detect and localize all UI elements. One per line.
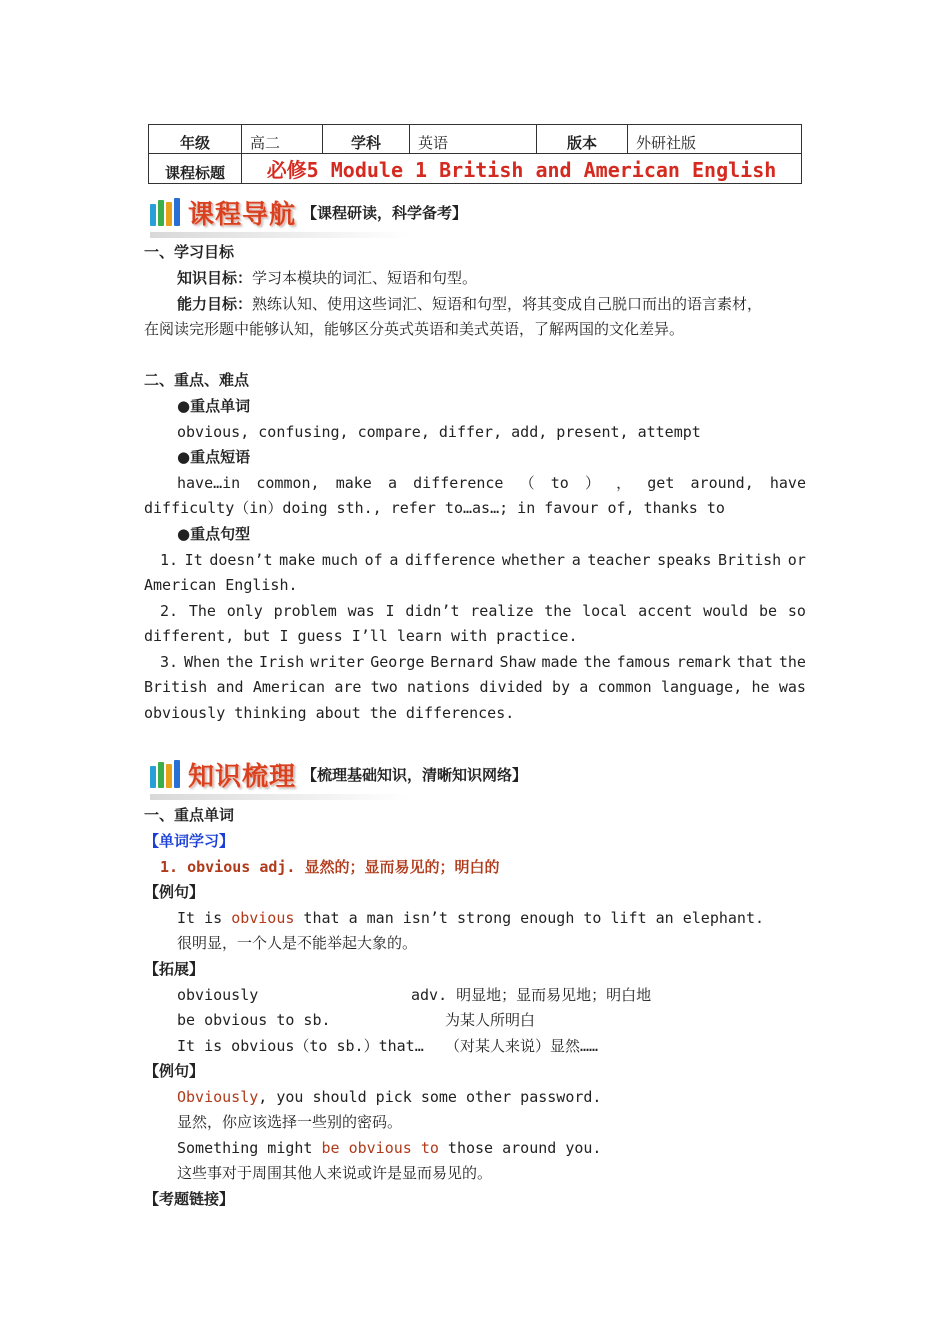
word-token: the xyxy=(226,653,254,671)
edition-label: 版本 xyxy=(537,125,628,154)
expansion-2-def: 为某人所明白 xyxy=(445,1011,536,1029)
word-token: doesn’t xyxy=(209,551,273,569)
word-token: the xyxy=(544,602,572,620)
word-token: divided xyxy=(479,678,543,696)
word-token: much xyxy=(321,551,359,569)
word-token: It xyxy=(184,551,203,569)
word-token: a xyxy=(387,474,398,492)
word-token: he xyxy=(751,678,770,696)
word-token: American xyxy=(252,678,326,696)
word-token: teacher xyxy=(587,551,651,569)
expansion-1-def: adv. 明显地；显而易见地；明白地 xyxy=(411,986,652,1004)
course-title-label: 课程标题 xyxy=(149,154,242,184)
example-sentence-1: It is obvious that a man isn’t strong enough to lift an elephant. xyxy=(177,909,765,927)
word-token: language, xyxy=(660,678,743,696)
books-icon xyxy=(150,760,180,788)
grade-label: 年级 xyxy=(149,125,242,154)
word-token: make xyxy=(279,551,316,569)
word-token: nations xyxy=(407,678,471,696)
word-token: that xyxy=(736,653,773,671)
key-points-heading: 二、重点、难点 xyxy=(144,371,250,389)
section-banner-course-nav xyxy=(150,192,467,232)
example-label-2: 【例句】 xyxy=(144,1062,205,1080)
ability-goal-line1: 能力目标：熟练认知、使用这些词汇、短语和句型，将其变成自己脱口而出的语言素材， xyxy=(177,295,763,313)
word-token: or xyxy=(787,551,806,569)
word-token: would xyxy=(703,602,749,620)
knowledge-goal: 知识目标：学习本模块的词汇、短语和句型。 xyxy=(177,269,478,287)
word-token: 2. xyxy=(160,602,179,620)
word-token: 1. xyxy=(160,551,179,569)
course-info-table xyxy=(148,124,802,184)
word-token: ， xyxy=(616,474,632,492)
edition-value: 外研社版 xyxy=(628,125,802,154)
word-study-label: 【单词学习】 xyxy=(144,832,235,850)
expansion-3-def: （对某人来说）显然…… xyxy=(445,1037,599,1055)
word-token: British xyxy=(717,551,782,569)
word-token: Bernard xyxy=(430,653,494,671)
word-token: was xyxy=(778,678,806,696)
word-token: the xyxy=(778,653,806,671)
word-token: whether xyxy=(501,551,566,569)
subject-label: 学科 xyxy=(323,125,410,154)
word-token: are xyxy=(334,678,362,696)
word-token: accent xyxy=(638,602,693,620)
sentence-2-line2: different, but I guess I’ll learn with practice. xyxy=(144,627,578,645)
word-token: speaks xyxy=(657,551,712,569)
word-token: ） xyxy=(584,474,600,492)
key-phrases-line2: difficulty（in）doing sth., refer to…as…; in favour of, thanks to xyxy=(144,499,725,517)
sentence-3-line2 xyxy=(144,677,806,697)
word-token: common, xyxy=(256,474,320,492)
word-token: problem xyxy=(273,602,337,620)
banner-title: 课程导航 xyxy=(188,199,297,230)
key-words-label: ●重点单词 xyxy=(177,397,251,415)
word-token: by xyxy=(551,678,570,696)
word-token: around, xyxy=(690,474,754,492)
key-phrases-label: ●重点短语 xyxy=(177,448,251,466)
word-token: make xyxy=(335,474,372,492)
word-token: have xyxy=(769,474,806,492)
word-token: When xyxy=(183,653,221,671)
word-token: to xyxy=(550,474,569,492)
word-token: British xyxy=(144,678,208,696)
word-token: a xyxy=(389,551,399,569)
example-label: 【例句】 xyxy=(144,883,205,901)
subject-value: 英语 xyxy=(410,125,537,154)
word-entry-obvious: 1. obvious adj. 显然的；显而易见的；明白的 xyxy=(160,858,500,876)
sentence-1-line1 xyxy=(160,550,806,570)
word-token: local xyxy=(582,602,628,620)
word-token: George xyxy=(370,653,425,671)
ability-goal-line2: 在阅读完形题中能够认知，能够区分英式英语和美式英语，了解两国的文化差异。 xyxy=(144,320,685,338)
word-token: famous xyxy=(616,653,671,671)
word-token: only xyxy=(226,602,263,620)
word-token: The xyxy=(188,602,216,620)
example-sentence-2: Obviously, you should pick some other password. xyxy=(177,1088,602,1106)
word-token: realize xyxy=(470,602,534,620)
key-words-heading: 一、重点单词 xyxy=(144,806,235,824)
banner-title: 知识梳理 xyxy=(188,761,297,792)
course-title: 必修5 Module 1 British and American English xyxy=(242,154,802,184)
word-token: I xyxy=(385,602,395,620)
expansion-label: 【拓展】 xyxy=(144,960,205,978)
word-token: （ xyxy=(519,474,535,492)
banner-subtitle: 【梳理基础知识，清晰知识网络】 xyxy=(302,765,528,784)
expansion-3-word: It is obvious（to sb.）that… xyxy=(177,1037,424,1055)
section-banner-knowledge xyxy=(150,754,527,794)
word-token: remark xyxy=(676,653,731,671)
word-token: Shaw xyxy=(499,653,536,671)
example-translation-2: 显然，你应该选择一些别的密码。 xyxy=(177,1113,403,1131)
example-translation-1: 很明显，一个人是不能举起大象的。 xyxy=(177,934,418,952)
grade-value: 高二 xyxy=(242,125,323,154)
word-token: Irish xyxy=(259,653,305,671)
word-token: a xyxy=(579,678,589,696)
sentence-1-line2: American English. xyxy=(144,576,298,594)
key-words-list: obvious, confusing, compare, differ, add, present, attempt xyxy=(177,423,701,441)
word-token: difference xyxy=(404,551,496,569)
word-token: two xyxy=(370,678,398,696)
word-token: be xyxy=(759,602,778,620)
example-sentence-3: Something might be obvious to those around you. xyxy=(177,1139,602,1157)
word-token: get xyxy=(647,474,675,492)
word-token: the xyxy=(583,653,611,671)
word-token: common xyxy=(597,678,652,696)
sentence-3-line1 xyxy=(160,652,806,672)
word-token: didn’t xyxy=(405,602,460,620)
key-phrases-line1 xyxy=(177,473,806,493)
word-token: was xyxy=(347,602,375,620)
key-sentences-label: ●重点句型 xyxy=(177,525,251,543)
word-token: made xyxy=(541,653,578,671)
word-token: of xyxy=(364,551,383,569)
learning-goals-heading: 一、学习目标 xyxy=(144,243,235,261)
expansion-1-word: obviously xyxy=(177,986,259,1004)
books-icon xyxy=(150,198,180,226)
sentence-2-line1 xyxy=(160,601,806,621)
word-token: so xyxy=(787,602,806,620)
word-token: and xyxy=(216,678,244,696)
word-token: 3. xyxy=(160,653,179,671)
sentence-3-line3: obviously thinking about the differences. xyxy=(144,704,515,722)
exam-link-label: 【考题链接】 xyxy=(144,1190,235,1208)
word-token: a xyxy=(571,551,581,569)
word-token: difference xyxy=(413,474,504,492)
word-token: writer xyxy=(310,653,365,671)
banner-subtitle: 【课程研读，科学备考】 xyxy=(302,203,468,222)
word-token: have…in xyxy=(177,474,241,492)
example-translation-3: 这些事对于周围其他人来说或许是显而易见的。 xyxy=(177,1164,493,1182)
expansion-2-word: be obvious to sb. xyxy=(177,1011,331,1029)
